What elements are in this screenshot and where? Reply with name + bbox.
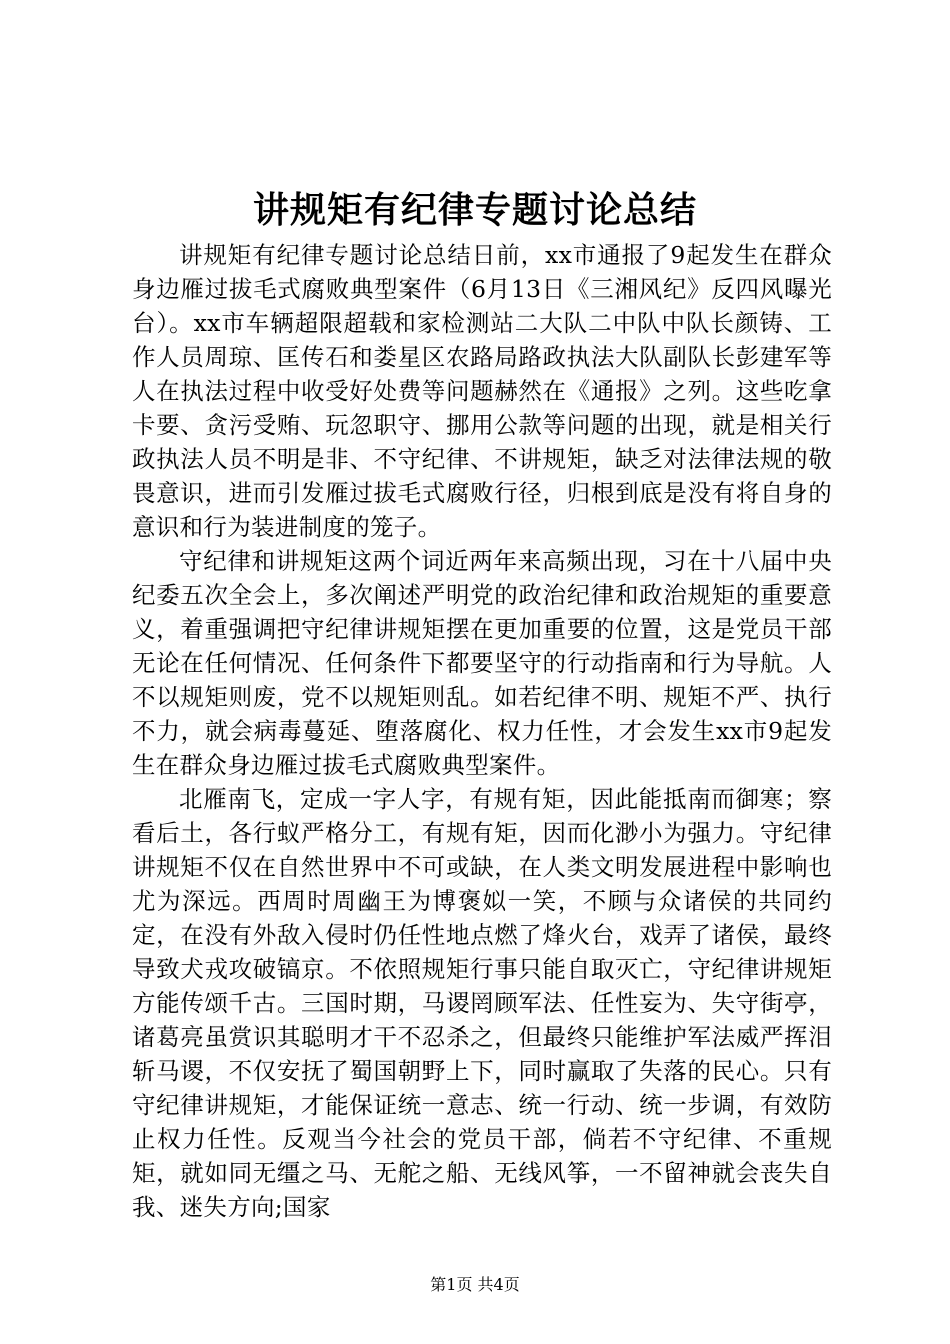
paragraph-1: 讲规矩有纪律专题讨论总结日前，xx市通报了9起发生在群众身边雁过拔毛式腐败典型案件（6月13日《三湘风纪》反四风曝光台）。xx市车辆超限超载和家检测站二大队二中队中队长颜铸、工作人员周琼、匡传石和娄星区农路局路政执法大队副队长彭建军等人在执法过程中收受好处费等问题赫然在《通报》之列。这些吃拿卡要、贪污受贿、玩忽职守、挪用公款等问题的出现，就是相关行政执法人员不明是非、不守纪律、不讲规矩，缺乏对法律法规的敬畏意识，进而引发雁过拔毛式腐败行径，归根到底是没有将自身的意识和行为装进制度的笼子。 — [132, 241, 832, 541]
page-number-footer: 第1页 共4页 — [430, 1275, 520, 1294]
document-title: 讲规矩有纪律专题讨论总结 — [252, 189, 697, 231]
paragraph-3: 北雁南飞，定成一字人字，有规有矩，因此能抵南而御寒；察看后土，各行蚁严格分工，有规有矩，因而化渺小为强力。守纪律讲规矩不仅在自然世界中不可或缺，在人类文明发展进程中影响也尤为深远。西周时周幽王为博褒姒一笑，不顾与众诸侯的共同约定，在没有外敌入侵时仍任性地点燃了烽火台，戏弄了诸侯，最终导致犬戎攻破镐京。不依照规矩行事只能自取灭亡，守纪律讲规矩方能传颂千古。三国时期，马谡罔顾军法、任性妄为、失守街亭，诸葛亮虽赏识其聪明才干不忍杀之，但最终只能维护军法威严挥泪斩马谡，不仅安抚了蜀国朝野上下，同时赢取了失落的民心。只有守纪律讲规矩，才能保证统一意志、统一行动、统一步调，有效防止权力任性。反观当今社会的党员干部，倘若不守纪律、不重规矩，就如同无缰之马、无舵之船、无线风筝，一不留神就会丧失自我、迷失方向;国家 — [132, 785, 832, 1221]
paragraph-2: 守纪律和讲规矩这两个词近两年来高频出现，习在十八届中央纪委五次全会上，多次阐述严明党的政治纪律和政治规矩的重要意义，着重强调把守纪律讲规矩摆在更加重要的位置，这是党员干部无论在任何情况、任何条件下都要坚守的行动指南和行为导航。人不以规矩则废，党不以规矩则乱。如若纪律不明、规矩不严、执行不力，就会病毒蔓延、堕落腐化、权力任性，才会发生xx市9起发生在群众身边雁过拔毛式腐败典型案件。 — [132, 547, 832, 779]
document-body — [132, 238, 832, 1224]
